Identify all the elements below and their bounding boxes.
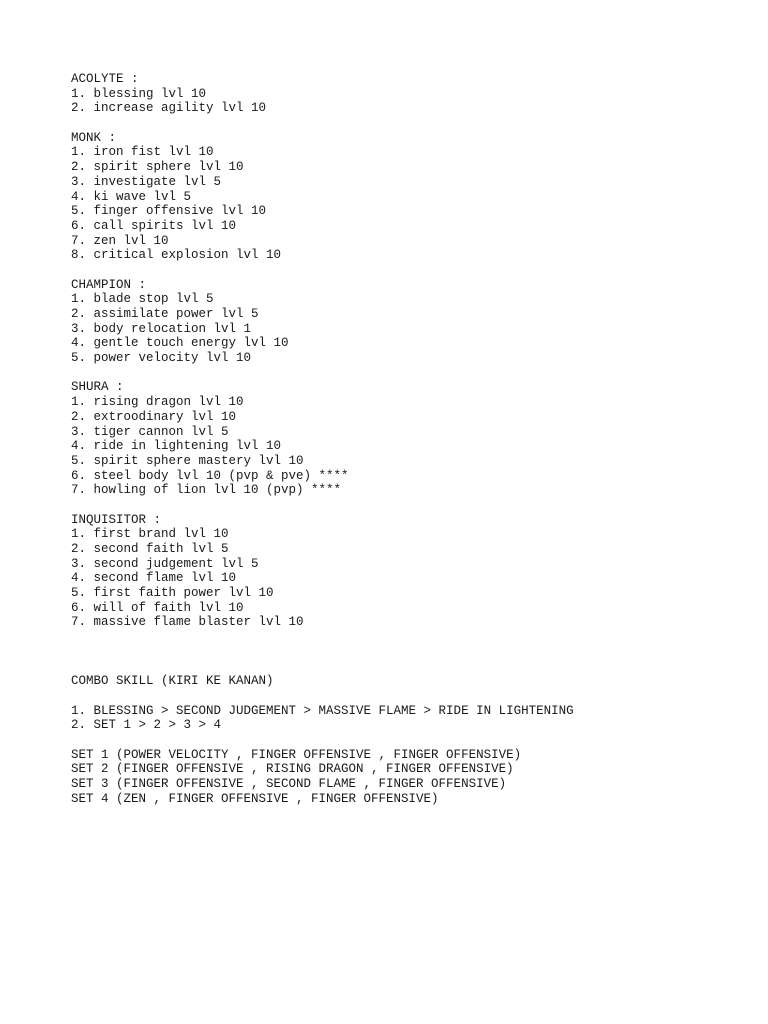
skill-item: 1. blessing lvl 10 [71,86,207,101]
skill-item: 6. steel body lvl 10 (pvp & pve) **** [71,468,349,483]
skill-item: 5. first faith power lvl 10 [71,586,274,601]
section-title-inquisitor: INQUISITOR : [71,512,162,527]
skill-item: 7. howling of lion lvl 10 (pvp) **** [71,483,342,498]
skill-item: 1. rising dragon lvl 10 [71,395,244,410]
document-page [71,72,751,806]
skill-item: 8. critical explosion lvl 10 [71,248,282,263]
section-title-acolyte: ACOLYTE : [71,72,139,86]
spacer [71,116,751,131]
spacer [71,498,751,513]
combo-set: SET 4 (ZEN , FINGER OFFENSIVE , FINGER OFFENSIVE) [71,791,439,806]
combo-step: 2. SET 1 > 2 > 3 > 4 [71,718,222,733]
skill-item: 5. spirit sphere mastery lvl 10 [71,453,304,468]
skill-item: 3. tiger cannon lvl 5 [71,424,229,439]
skill-item: 3. investigate lvl 5 [71,174,222,189]
skill-item: 6. will of faith lvl 10 [71,600,244,615]
combo-set: SET 1 (POWER VELOCITY , FINGER OFFENSIVE , FINGER OFFENSIVE) [71,747,522,762]
skill-item: 6. call spirits lvl 10 [71,218,237,233]
skill-item: 1. iron fist lvl 10 [71,145,214,160]
spacer [71,689,751,704]
skill-item: 1. blade stop lvl 5 [71,292,214,307]
spacer [71,366,751,381]
skill-item: 7. zen lvl 10 [71,233,169,248]
section-title-monk: MONK : [71,130,117,145]
skill-item: 7. massive flame blaster lvl 10 [71,615,304,630]
skill-item: 4. ride in lightening lvl 10 [71,439,282,454]
skill-item: 2. increase agility lvl 10 [71,101,267,116]
section-title-shura: SHURA : [71,380,124,395]
section-title-champion: CHAMPION : [71,277,147,292]
skill-item: 5. power velocity lvl 10 [71,351,252,366]
skill-item: 2. second faith lvl 5 [71,542,229,556]
skill-item: 2. assimilate power lvl 5 [71,307,259,321]
skill-item: 4. ki wave lvl 5 [71,189,192,204]
skill-item: 1. first brand lvl 10 [71,527,229,542]
skill-item: 2. extroodinary lvl 10 [71,409,237,424]
skill-item: 5. finger offensive lvl 10 [71,204,267,219]
spacer [71,630,751,674]
skill-item: 4. second flame lvl 10 [71,571,237,586]
skill-item: 3. second judgement lvl 5 [71,556,259,571]
combo-set: SET 2 (FINGER OFFENSIVE , RISING DRAGON , FINGER OFFENSIVE) [71,762,514,777]
combo-set: SET 3 (FINGER OFFENSIVE , SECOND FLAME , FINGER OFFENSIVE) [71,776,507,791]
combo-title: COMBO SKILL (KIRI KE KANAN) [71,674,274,689]
combo-step: 1. BLESSING > SECOND JUDGEMENT > MASSIVE FLAME > RIDE IN LIGHTENING [71,703,574,718]
skill-item: 3. body relocation lvl 1 [71,321,252,336]
skill-item: 2. spirit sphere lvl 10 [71,160,244,175]
spacer [71,263,751,278]
skill-item: 4. gentle touch energy lvl 10 [71,336,289,351]
spacer [71,733,751,748]
